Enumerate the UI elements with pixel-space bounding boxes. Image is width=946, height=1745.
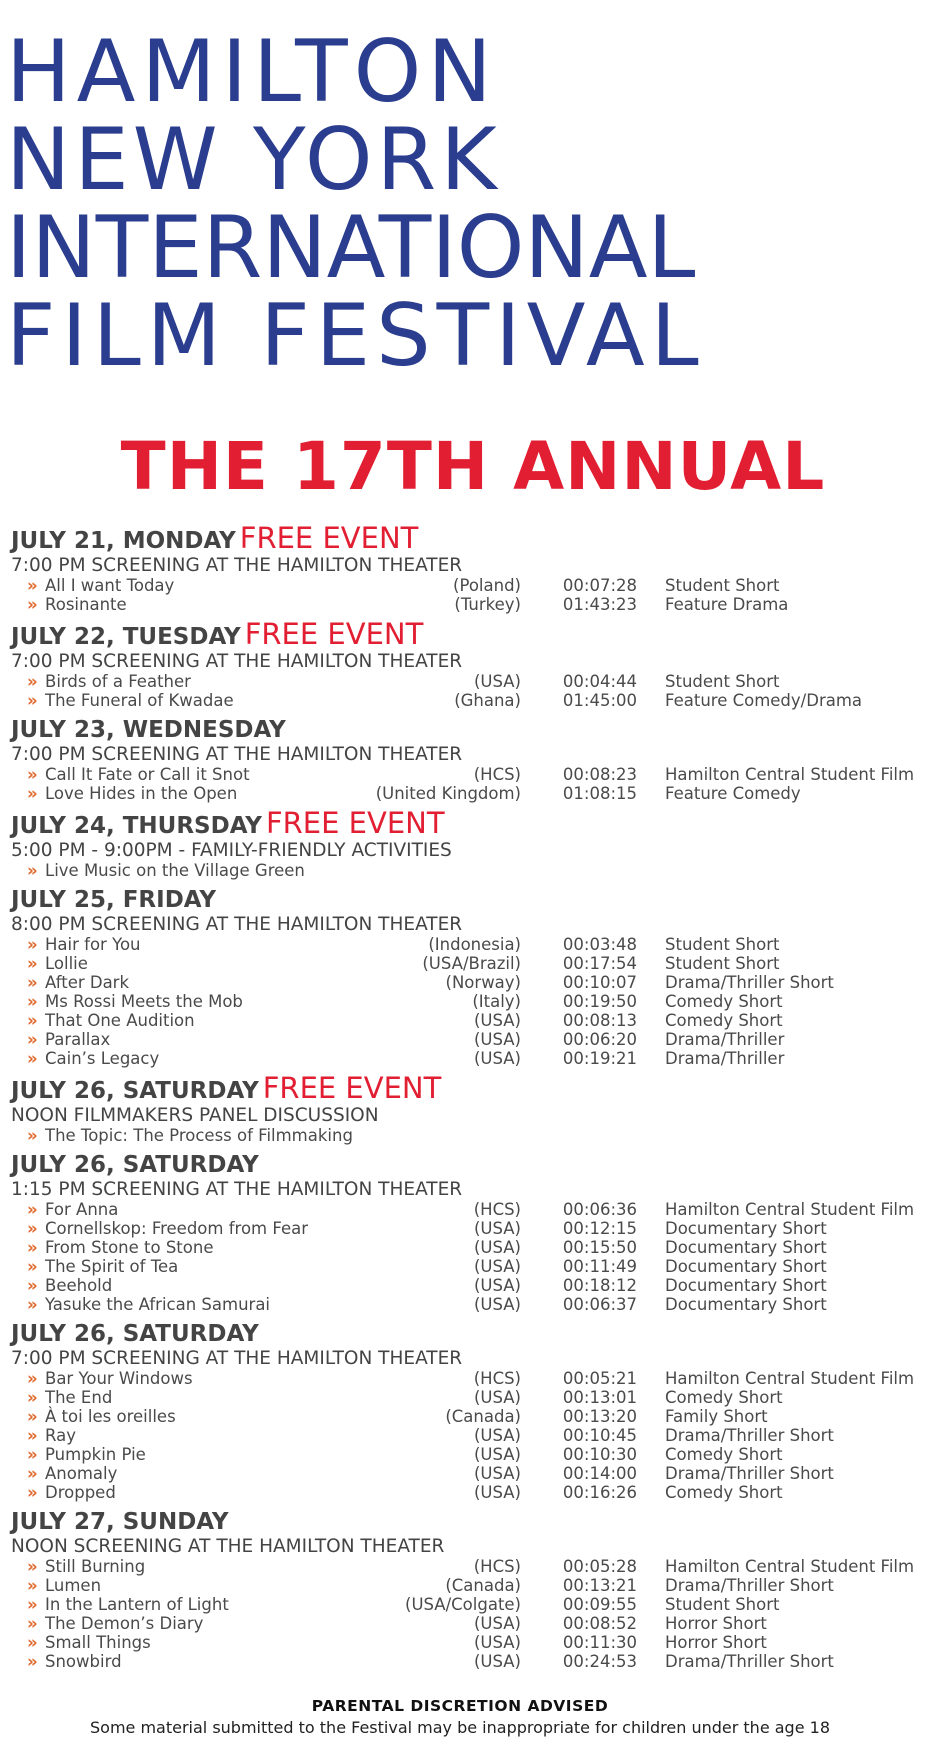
film-duration: 00:08:52 xyxy=(562,1614,637,1633)
day-date: JULY 25, FRIDAY xyxy=(11,887,217,913)
film-title: Yasuke the African Samurai xyxy=(45,1295,271,1314)
screening-info: NOON SCREENING AT THE HAMILTON THEATER xyxy=(11,1536,445,1557)
film-duration: 00:05:28 xyxy=(562,1557,637,1576)
screening-info: 7:00 PM SCREENING AT THE HAMILTON THEATER xyxy=(11,1348,463,1369)
film-duration: 00:16:26 xyxy=(562,1483,637,1502)
film-genre: Drama/Thriller xyxy=(665,1049,785,1068)
film-genre: Documentary Short xyxy=(665,1276,827,1295)
screening-info: NOON FILMMAKERS PANEL DISCUSSION xyxy=(11,1105,379,1126)
bullet-icon: » xyxy=(27,1576,38,1595)
film-row xyxy=(11,1219,941,1238)
day-heading xyxy=(11,1508,941,1536)
film-duration: 00:17:54 xyxy=(562,954,637,973)
bullet-icon: » xyxy=(27,954,38,973)
film-title: The Demon’s Diary xyxy=(45,1614,204,1633)
day-heading xyxy=(11,521,941,555)
film-country: (Canada) xyxy=(445,1407,521,1426)
screening-info: 5:00 PM - 9:00PM - FAMILY-FRIENDLY ACTIVITIES xyxy=(11,840,452,861)
day-section xyxy=(11,886,941,1068)
screening-info: 7:00 PM SCREENING AT THE HAMILTON THEATER xyxy=(11,651,463,672)
film-row xyxy=(11,1369,941,1388)
bullet-icon: » xyxy=(27,1238,38,1257)
film-country: (USA) xyxy=(473,1049,521,1068)
screening-info: 1:15 PM SCREENING AT THE HAMILTON THEATER xyxy=(11,1179,463,1200)
day-heading xyxy=(11,1320,941,1348)
bullet-icon: » xyxy=(27,784,38,803)
film-country: (USA) xyxy=(473,1011,521,1030)
bullet-icon: » xyxy=(27,1126,38,1145)
film-genre: Drama/Thriller Short xyxy=(665,1464,834,1483)
film-genre: Documentary Short xyxy=(665,1257,827,1276)
film-genre: Comedy Short xyxy=(665,1445,783,1464)
bullet-icon: » xyxy=(27,765,38,784)
film-duration: 00:09:55 xyxy=(562,1595,637,1614)
film-title: Ms Rossi Meets the Mob xyxy=(45,992,243,1011)
film-title: That One Audition xyxy=(45,1011,195,1030)
film-duration: 00:10:45 xyxy=(562,1426,637,1445)
bullet-icon: » xyxy=(27,1200,38,1219)
film-country: (Turkey) xyxy=(454,595,521,614)
film-genre: Documentary Short xyxy=(665,1219,827,1238)
film-duration: 00:06:37 xyxy=(562,1295,637,1314)
film-genre: Drama/Thriller xyxy=(665,1030,785,1049)
film-title: The Topic: The Process of Filmmaking xyxy=(45,1126,353,1145)
film-title: Call It Fate or Call it Snot xyxy=(45,765,250,784)
film-genre: Hamilton Central Student Film xyxy=(665,1557,915,1576)
film-title: From Stone to Stone xyxy=(45,1238,214,1257)
parental-warning: PARENTAL DISCRETION ADVISED xyxy=(311,1697,609,1715)
film-duration: 00:19:21 xyxy=(562,1049,637,1068)
film-country: (USA) xyxy=(473,672,521,691)
day-section xyxy=(11,1508,941,1671)
film-title: Dropped xyxy=(45,1483,116,1502)
film-genre: Hamilton Central Student Film xyxy=(665,1369,915,1388)
film-duration: 00:03:48 xyxy=(562,935,637,954)
film-title: After Dark xyxy=(45,973,130,992)
bullet-icon: » xyxy=(27,1369,38,1388)
film-country: (United Kingdom) xyxy=(375,784,521,803)
film-genre: Comedy Short xyxy=(665,1388,783,1407)
film-row xyxy=(11,1595,941,1614)
title-line: HAMILTON xyxy=(6,22,498,122)
film-row xyxy=(11,784,941,803)
day-heading xyxy=(11,617,941,651)
film-title: Small Things xyxy=(45,1633,151,1652)
film-row xyxy=(11,1652,941,1671)
bullet-icon: » xyxy=(27,1595,38,1614)
film-duration: 01:43:23 xyxy=(562,595,637,614)
film-country: (USA/Colgate) xyxy=(405,1595,521,1614)
film-title: Lumen xyxy=(45,1576,102,1595)
bullet-icon: » xyxy=(27,1426,38,1445)
screening-info: 7:00 PM SCREENING AT THE HAMILTON THEATER xyxy=(11,555,463,576)
free-event-badge: FREE EVENT xyxy=(265,806,445,840)
film-title: Love Hides in the Open xyxy=(45,784,238,803)
film-row xyxy=(11,1238,941,1257)
film-country: (USA) xyxy=(473,1652,521,1671)
film-title: Snowbird xyxy=(45,1652,122,1671)
film-country: (USA) xyxy=(473,1464,521,1483)
film-row xyxy=(11,1030,941,1049)
film-title: Anomaly xyxy=(45,1464,118,1483)
film-duration: 00:11:30 xyxy=(562,1633,637,1652)
film-country: (USA) xyxy=(473,1276,521,1295)
day-date: JULY 21, MONDAY xyxy=(11,528,236,554)
bullet-icon: » xyxy=(27,1388,38,1407)
bullet-icon: » xyxy=(27,1049,38,1068)
film-country: (USA) xyxy=(473,1257,521,1276)
day-date: JULY 27, SUNDAY xyxy=(11,1509,229,1535)
bullet-icon: » xyxy=(27,1633,38,1652)
film-row xyxy=(11,861,941,880)
film-country: (USA) xyxy=(473,1483,521,1502)
film-title: All I want Today xyxy=(45,576,175,595)
film-title: Beehold xyxy=(45,1276,113,1295)
film-row xyxy=(11,1200,941,1219)
film-country: (Ghana) xyxy=(454,691,521,710)
film-title: Bar Your Windows xyxy=(45,1369,193,1388)
film-duration: 00:13:20 xyxy=(562,1407,637,1426)
day-section xyxy=(11,1071,941,1145)
film-row xyxy=(11,576,941,595)
film-country: (USA) xyxy=(473,1388,521,1407)
film-duration: 00:14:00 xyxy=(562,1464,637,1483)
film-country: (HCS) xyxy=(473,765,521,784)
film-title: The Funeral of Kwadae xyxy=(45,691,234,710)
festival-title xyxy=(6,22,705,386)
annual-subtitle: THE 17TH ANNUAL xyxy=(120,428,826,505)
bullet-icon: » xyxy=(27,1652,38,1671)
film-country: (USA) xyxy=(473,1445,521,1464)
title-line: NEW YORK xyxy=(6,110,501,210)
film-row xyxy=(11,1011,941,1030)
film-genre: Drama/Thriller Short xyxy=(665,1652,834,1671)
film-duration: 01:45:00 xyxy=(562,691,637,710)
film-duration: 00:13:21 xyxy=(562,1576,637,1595)
film-title: Still Burning xyxy=(45,1557,146,1576)
bullet-icon: » xyxy=(27,691,38,710)
film-row xyxy=(11,1614,941,1633)
day-section xyxy=(11,617,941,710)
film-country: (Canada) xyxy=(445,1576,521,1595)
film-duration: 00:08:13 xyxy=(562,1011,637,1030)
film-duration: 00:08:23 xyxy=(562,765,637,784)
film-country: (Poland) xyxy=(453,576,521,595)
bullet-icon: » xyxy=(27,1030,38,1049)
film-duration: 00:10:30 xyxy=(562,1445,637,1464)
film-title: In the Lantern of Light xyxy=(45,1595,229,1614)
film-title: Cain’s Legacy xyxy=(45,1049,160,1068)
film-genre: Documentary Short xyxy=(665,1295,827,1314)
bullet-icon: » xyxy=(27,1276,38,1295)
film-duration: 01:08:15 xyxy=(562,784,637,803)
day-date: JULY 23, WEDNESDAY xyxy=(11,717,286,743)
film-genre: Feature Comedy/Drama xyxy=(665,691,863,710)
film-title: Rosinante xyxy=(45,595,127,614)
film-row xyxy=(11,1633,941,1652)
bullet-icon: » xyxy=(27,1464,38,1483)
film-title: Hair for You xyxy=(45,935,141,954)
day-heading xyxy=(11,1151,941,1179)
film-country: (USA) xyxy=(473,1219,521,1238)
film-row xyxy=(11,1126,941,1145)
day-date: JULY 26, SATURDAY xyxy=(11,1152,259,1178)
bullet-icon: » xyxy=(27,576,38,595)
film-country: (USA/Brazil) xyxy=(422,954,521,973)
film-row xyxy=(11,1445,941,1464)
film-duration: 00:10:07 xyxy=(562,973,637,992)
film-title: The End xyxy=(45,1388,113,1407)
film-country: (Norway) xyxy=(445,973,521,992)
film-country: (Italy) xyxy=(472,992,521,1011)
bullet-icon: » xyxy=(27,1557,38,1576)
film-genre: Drama/Thriller Short xyxy=(665,973,834,992)
film-row xyxy=(11,672,941,691)
film-duration: 00:05:21 xyxy=(562,1369,637,1388)
film-genre: Comedy Short xyxy=(665,992,783,1011)
day-section xyxy=(11,521,941,614)
film-genre: Drama/Thriller Short xyxy=(665,1426,834,1445)
film-row xyxy=(11,1295,941,1314)
film-duration: 00:13:01 xyxy=(562,1388,637,1407)
film-duration: 00:15:50 xyxy=(562,1238,637,1257)
film-duration: 00:06:36 xyxy=(562,1200,637,1219)
day-heading xyxy=(11,806,941,840)
film-duration: 00:11:49 xyxy=(562,1257,637,1276)
film-row xyxy=(11,1049,941,1068)
film-title: Parallax xyxy=(45,1030,111,1049)
film-row xyxy=(11,1388,941,1407)
film-genre: Family Short xyxy=(665,1407,768,1426)
day-heading xyxy=(11,1071,941,1105)
film-genre: Student Short xyxy=(665,1595,780,1614)
film-duration: 00:06:20 xyxy=(562,1030,637,1049)
free-event-badge: FREE EVENT xyxy=(244,617,424,651)
film-row xyxy=(11,1576,941,1595)
day-date: JULY 22, TUESDAY xyxy=(11,624,241,650)
content-note: Some material submitted to the Festival may be inappropriate for children under the age 18 xyxy=(90,1718,830,1737)
film-title: Live Music on the Village Green xyxy=(45,861,305,880)
bullet-icon: » xyxy=(27,935,38,954)
film-genre: Comedy Short xyxy=(665,1483,783,1502)
film-country: (Indonesia) xyxy=(428,935,521,954)
film-country: (HCS) xyxy=(473,1557,521,1576)
film-row xyxy=(11,1276,941,1295)
film-duration: 00:04:44 xyxy=(562,672,637,691)
film-country: (USA) xyxy=(473,1030,521,1049)
film-row xyxy=(11,1257,941,1276)
screening-info: 8:00 PM SCREENING AT THE HAMILTON THEATER xyxy=(11,914,463,935)
film-title: The Spirit of Tea xyxy=(45,1257,179,1276)
film-genre: Feature Drama xyxy=(665,595,789,614)
day-date: JULY 26, SATURDAY xyxy=(11,1321,259,1347)
bullet-icon: » xyxy=(27,672,38,691)
film-genre: Drama/Thriller Short xyxy=(665,1576,834,1595)
bullet-icon: » xyxy=(27,1445,38,1464)
film-title: Birds of a Feather xyxy=(45,672,191,691)
film-title: Lollie xyxy=(45,954,88,973)
film-title: For Anna xyxy=(45,1200,119,1219)
film-genre: Horror Short xyxy=(665,1633,767,1652)
bullet-icon: » xyxy=(27,1011,38,1030)
free-event-badge: FREE EVENT xyxy=(262,1071,442,1105)
bullet-icon: » xyxy=(27,1295,38,1314)
day-section xyxy=(11,806,941,880)
film-duration: 00:19:50 xyxy=(562,992,637,1011)
film-genre: Feature Comedy xyxy=(665,784,801,803)
film-country: (USA) xyxy=(473,1426,521,1445)
film-row xyxy=(11,935,941,954)
free-event-badge: FREE EVENT xyxy=(239,521,419,555)
film-country: (USA) xyxy=(473,1295,521,1314)
film-country: (USA) xyxy=(473,1614,521,1633)
bullet-icon: » xyxy=(27,595,38,614)
bullet-icon: » xyxy=(27,1257,38,1276)
film-duration: 00:12:15 xyxy=(562,1219,637,1238)
film-title: À toi les oreilles xyxy=(45,1407,176,1426)
film-row xyxy=(11,1557,941,1576)
bullet-icon: » xyxy=(27,973,38,992)
film-genre: Student Short xyxy=(665,672,780,691)
day-section xyxy=(11,1320,941,1502)
day-heading xyxy=(11,716,941,744)
film-row xyxy=(11,765,941,784)
bullet-icon: » xyxy=(27,1219,38,1238)
film-country: (HCS) xyxy=(473,1200,521,1219)
film-row xyxy=(11,992,941,1011)
film-genre: Student Short xyxy=(665,576,780,595)
film-genre: Documentary Short xyxy=(665,1238,827,1257)
bullet-icon: » xyxy=(27,861,38,880)
day-section xyxy=(11,716,941,803)
film-row xyxy=(11,973,941,992)
film-row xyxy=(11,595,941,614)
film-country: (USA) xyxy=(473,1633,521,1652)
film-country: (USA) xyxy=(473,1238,521,1257)
day-section xyxy=(11,1151,941,1314)
bullet-icon: » xyxy=(27,1407,38,1426)
film-duration: 00:18:12 xyxy=(562,1276,637,1295)
film-genre: Hamilton Central Student Film xyxy=(665,1200,915,1219)
bullet-icon: » xyxy=(27,1614,38,1633)
screening-info: 7:00 PM SCREENING AT THE HAMILTON THEATER xyxy=(11,744,463,765)
film-duration: 00:07:28 xyxy=(562,576,637,595)
film-genre: Comedy Short xyxy=(665,1011,783,1030)
day-date: JULY 26, SATURDAY xyxy=(11,1078,259,1104)
film-title: Cornellskop: Freedom from Fear xyxy=(45,1219,309,1238)
bullet-icon: » xyxy=(27,1483,38,1502)
film-row xyxy=(11,1426,941,1445)
film-title: Ray xyxy=(45,1426,76,1445)
day-date: JULY 24, THURSDAY xyxy=(11,813,262,839)
film-row xyxy=(11,954,941,973)
film-row xyxy=(11,1483,941,1502)
film-country: (HCS) xyxy=(473,1369,521,1388)
schedule xyxy=(11,521,941,1677)
bullet-icon: » xyxy=(27,992,38,1011)
film-genre: Horror Short xyxy=(665,1614,767,1633)
film-row xyxy=(11,1464,941,1483)
film-title: Pumpkin Pie xyxy=(45,1445,146,1464)
film-genre: Hamilton Central Student Film xyxy=(665,765,915,784)
film-duration: 00:24:53 xyxy=(562,1652,637,1671)
day-heading xyxy=(11,886,941,914)
film-row xyxy=(11,691,941,710)
title-line: FILM FESTIVAL xyxy=(6,286,705,386)
film-row xyxy=(11,1407,941,1426)
film-genre: Student Short xyxy=(665,935,780,954)
title-line: INTERNATIONAL xyxy=(6,198,696,298)
film-genre: Student Short xyxy=(665,954,780,973)
